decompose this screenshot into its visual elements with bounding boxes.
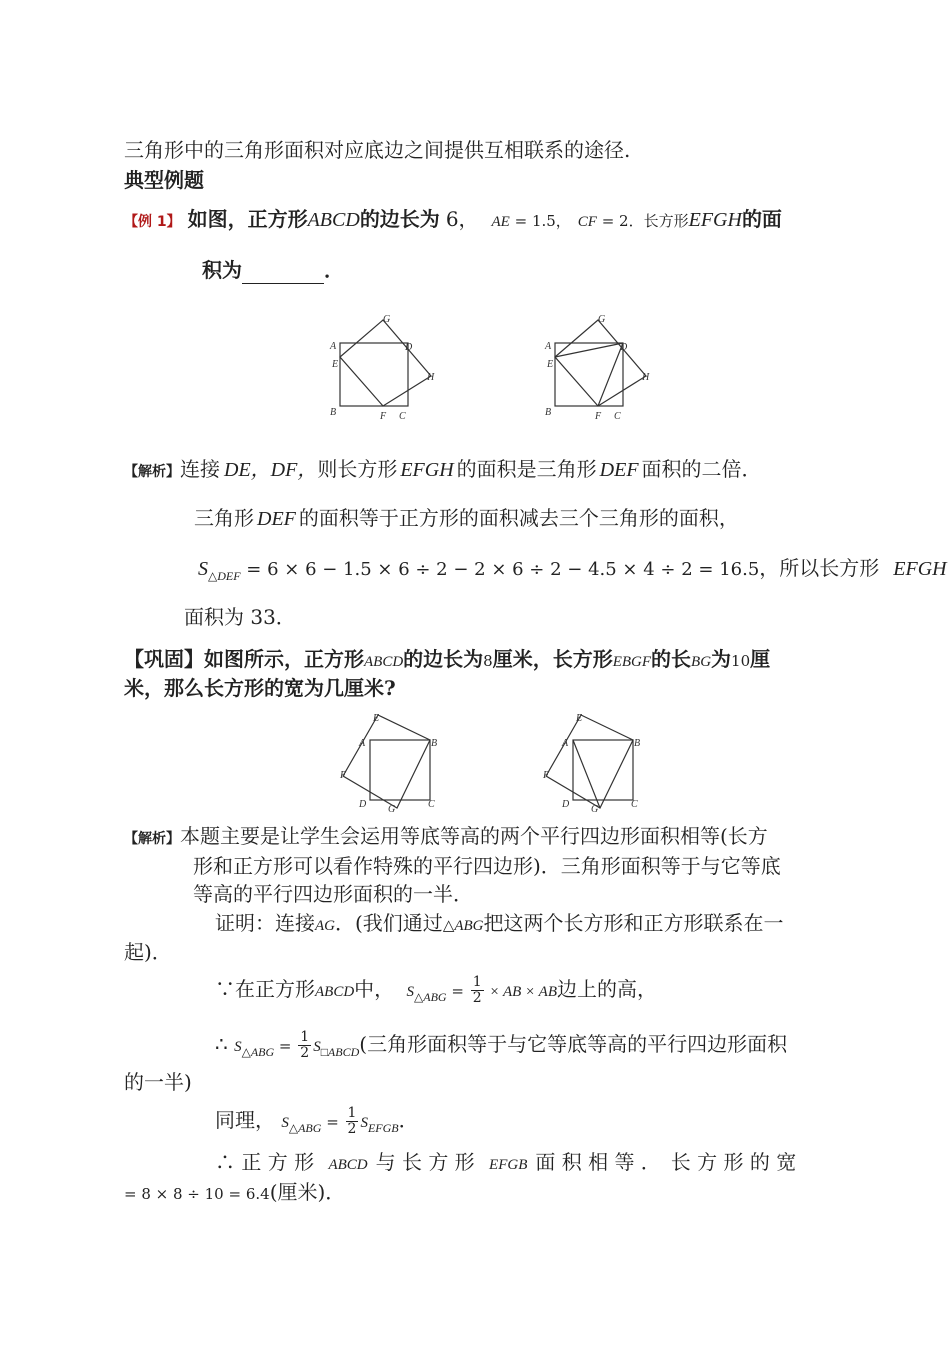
c-p5: 为 — [711, 647, 732, 671]
solution2-line3: 等高的平行四边形面积的一半． — [193, 882, 473, 906]
s2-l10d: EFGB — [489, 1157, 528, 1173]
solution2-line2: 形和正方形可以看作特殊的平行四边形)．三角形面积等于与它等底 — [193, 854, 781, 878]
s1-l2c: 的面积等于正方形的面积减去三个三角形的面积， — [298, 506, 739, 530]
svg-text:C: C — [614, 411, 621, 422]
label-f: F — [380, 411, 387, 422]
svg-text:B: B — [545, 407, 552, 418]
c-ten: 10 — [731, 652, 751, 670]
label-h: H — [427, 372, 435, 383]
s2-l6c: 中， — [354, 977, 395, 1001]
example1-text-d: 积为 — [202, 258, 242, 282]
svg-text:E: E — [576, 713, 583, 724]
s2-l10e: 面 积 相 等 ． 长 方 形 的 宽 — [535, 1150, 797, 1174]
solution2-tag: 【解析】 — [124, 831, 180, 847]
label-a: A — [330, 341, 337, 352]
example1-six: 6， — [445, 207, 479, 231]
example1-abcd: ABCD — [307, 209, 360, 231]
consolidate-tag: 【巩固】 — [124, 647, 204, 671]
c-ebgf: EBGF — [612, 654, 652, 670]
solution2-line10 — [215, 1148, 796, 1179]
s2-l10b: ABCD — [328, 1157, 368, 1173]
figure2-left — [335, 708, 445, 816]
solution2-line9 — [215, 1106, 419, 1142]
s1-a: 连接 — [180, 457, 220, 481]
s1-e: 的面积是三角形 — [456, 457, 597, 481]
c-p6: 厘 — [750, 647, 771, 671]
s2-l6a: ∵在正方形 — [215, 977, 315, 1001]
example1-line1 — [124, 205, 782, 236]
svg-text:F: F — [543, 770, 550, 781]
s2-sub3: □ABCD — [320, 1045, 360, 1059]
section-title: 典型例题 — [124, 168, 204, 192]
svg-text:D: D — [359, 799, 367, 810]
c-p4: 的长 — [651, 647, 692, 671]
s1-s: S — [198, 558, 208, 580]
c-p3: 厘米，长方形 — [492, 647, 613, 671]
label-b: B — [330, 407, 337, 418]
svg-text:A: A — [545, 341, 552, 352]
svg-text:G: G — [388, 804, 396, 815]
solution2-line11 — [124, 1178, 345, 1208]
example1-cf-val: = 2．长方形 — [596, 212, 689, 230]
example1-ae: AE — [491, 214, 510, 230]
fraction-half-2: $\frac{1}{2}$ — [300, 1029, 310, 1061]
s2-l9a: 同理， — [215, 1108, 275, 1132]
s2-sub2: △ABG — [241, 1045, 275, 1059]
svg-text:F: F — [340, 770, 347, 781]
s1-l2a: 三角形 — [194, 506, 254, 530]
svg-text:A: A — [359, 738, 366, 749]
s1-efgh: EFGH — [400, 459, 454, 481]
s2-l11b: (厘米)． — [269, 1180, 346, 1204]
svg-text:B: B — [431, 738, 438, 749]
s2-ag: AG — [315, 918, 335, 934]
consolidate-line1 — [124, 645, 770, 676]
svg-text:C: C — [428, 799, 435, 810]
svg-text:H: H — [642, 372, 650, 383]
example1-text-c: 的面 — [741, 207, 782, 231]
s2-l6d: × AB × AB — [485, 984, 557, 1000]
s1-def: DEF — [599, 459, 639, 481]
fraction-half-1: $\frac{1}{2}$ — [472, 974, 482, 1006]
figure1-left — [325, 312, 445, 424]
c-p2: 的边长为 — [403, 647, 484, 671]
s2-s2: S — [234, 1039, 242, 1055]
consolidate-line2: 米，那么长方形的宽为几厘米? — [124, 676, 396, 700]
example1-text-e: ． — [324, 258, 344, 282]
s2-sub4: △ABG — [288, 1121, 322, 1135]
c-p1: 如图所示，正方形 — [204, 647, 364, 671]
example1-tag: 【例 1】 — [124, 214, 181, 230]
s2-sub5: EFGB — [367, 1121, 399, 1135]
s2-l4a: 证明：连接 — [215, 911, 315, 935]
svg-text:E: E — [547, 359, 554, 370]
c-eight: 8 — [483, 652, 493, 670]
svg-text:C: C — [631, 799, 638, 810]
svg-text:A: A — [562, 738, 569, 749]
solution1-line2 — [194, 504, 739, 533]
s2-l7a: ∴ — [215, 1032, 228, 1056]
svg-text:E: E — [373, 713, 380, 724]
s1-sub: △DEF — [208, 569, 241, 583]
s2-eq3: = — [321, 1113, 344, 1131]
s2-l4e: 把这两个长方形和正方形联系在一 — [483, 911, 784, 935]
s2-l7b: (三角形面积等于与它等底等高的平行四边形面积 — [359, 1032, 788, 1056]
svg-text:D: D — [620, 342, 628, 353]
label-g: G — [383, 314, 391, 325]
example1-text-b: 的边长为 — [359, 207, 440, 231]
label-d: D — [405, 342, 413, 353]
s2-l10c: 与 长 方 形 — [375, 1150, 475, 1174]
solution1-formula — [198, 554, 947, 590]
solution2-line5: 起)． — [124, 940, 172, 964]
s2-s5: S — [360, 1115, 368, 1131]
s1-de-df: DE，DF， — [224, 459, 318, 481]
s1-l3b: EFGH — [893, 558, 947, 580]
solution2-line6 — [215, 975, 657, 1011]
figure2-right — [538, 708, 648, 816]
s2-l9b: ． — [398, 1108, 419, 1132]
fraction-half-3: $\frac{1}{2}$ — [347, 1105, 357, 1137]
s2-s3: S — [313, 1039, 321, 1055]
solution2-line1 — [124, 822, 768, 853]
solution2-line4 — [215, 909, 784, 940]
solution2-line8: 的一半) — [124, 1070, 192, 1094]
figure1-right — [540, 312, 660, 424]
label-c: C — [399, 411, 406, 422]
s1-c: 则长方形 — [317, 457, 398, 481]
s2-s4: S — [281, 1115, 289, 1131]
intro-line: 三角形中的三角形面积对应底边之间提供互相联系的途径. — [124, 138, 631, 162]
svg-text:F: F — [595, 411, 602, 422]
s2-l6b: ABCD — [315, 984, 355, 1000]
s2-s1: S — [406, 984, 415, 1000]
example1-efgh: EFGH — [688, 209, 742, 231]
s1-l3a: ，所以长方形 — [759, 556, 880, 580]
label-e: E — [332, 359, 339, 370]
s2-l1: 本题主要是让学生会运用等底等高的两个平行四边形面积相等(长方 — [180, 824, 768, 848]
s2-l6e: 边上的高， — [556, 977, 657, 1001]
solution2-line7 — [215, 1030, 787, 1066]
solution1-line4: 面积为 33． — [184, 605, 296, 629]
svg-text:G: G — [598, 314, 606, 325]
example1-text-a: 如图，正方形 — [187, 207, 308, 231]
s1-g: 面积的二倍． — [641, 457, 762, 481]
answer-blank[interactable] — [242, 261, 324, 284]
svg-text:D: D — [562, 799, 570, 810]
c-abcd: ABCD — [364, 654, 404, 670]
s2-eq2: = — [274, 1037, 297, 1055]
example1-cf: CF — [577, 214, 597, 230]
s2-sub1: △ABG — [414, 990, 447, 1004]
example1-line2 — [202, 256, 344, 284]
s2-eq1: = — [446, 982, 469, 1000]
s2-l10a: ∴ 正 方 形 — [215, 1150, 315, 1174]
s1-l2b: DEF — [257, 508, 296, 530]
example1-ae-val: = 1.5， — [509, 212, 571, 230]
svg-text:G: G — [591, 804, 599, 815]
svg-text:B: B — [634, 738, 641, 749]
s2-l4c: ．(我们通过 — [335, 911, 443, 935]
s1-formula: = 6 × 6 − 1.5 × 6 ÷ 2 − 2 × 6 ÷ 2 − 4.5 × 4 ÷ 2 = 16.5 — [240, 559, 760, 580]
solution1-line1 — [124, 455, 762, 486]
s2-l11a: = 8 × 8 ÷ 10 = 6.4 — [124, 1185, 270, 1203]
s2-abg: △ABG — [442, 918, 484, 934]
solution1-tag: 【解析】 — [124, 464, 180, 480]
c-bg: BG — [691, 654, 712, 670]
